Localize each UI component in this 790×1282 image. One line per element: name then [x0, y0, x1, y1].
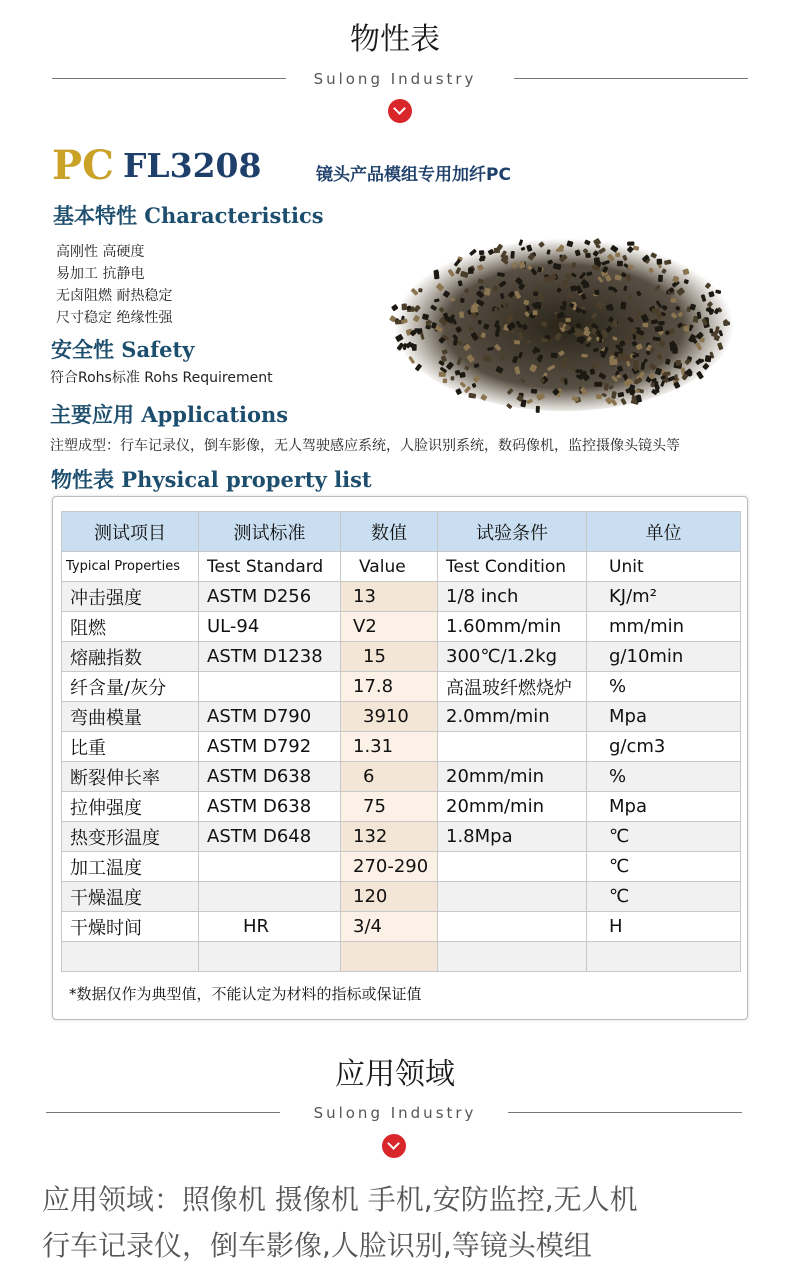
condition-cell: 高温玻纤燃烧炉	[438, 672, 587, 702]
table-row	[62, 672, 741, 702]
pellet	[450, 376, 454, 381]
pellet	[664, 371, 671, 376]
condition-cell: 2.0mm/min	[438, 702, 587, 732]
value-cell: 270-290	[341, 852, 438, 882]
table-row	[62, 642, 741, 672]
product-description: 镜头产品模组专用加纤PC	[316, 165, 511, 185]
pellets-image	[384, 228, 744, 414]
standard-cell: ASTM D1238	[199, 642, 341, 672]
value-cell: 15	[341, 642, 438, 672]
condition-cell: 1/8 inch	[438, 582, 587, 612]
section-title-properties: 物性表	[350, 22, 440, 57]
table-row	[62, 582, 741, 612]
chevron-down-icon	[382, 1134, 406, 1158]
pellet	[450, 298, 455, 302]
unit-cell: %	[587, 762, 741, 792]
pellet	[514, 340, 520, 344]
characteristics-heading: 基本特性 Characteristics	[53, 203, 324, 228]
pellet	[651, 382, 655, 387]
pellet	[479, 250, 484, 255]
pellet	[612, 320, 617, 327]
pellet	[670, 298, 676, 303]
application-fields-line: 行车记录仪，倒车影像,人脸识别,等镜头模组	[42, 1229, 592, 1262]
condition-cell: 1.60mm/min	[438, 612, 587, 642]
property-table	[61, 511, 741, 972]
standard-cell: ASTM D790	[199, 702, 341, 732]
pellet	[705, 355, 712, 362]
unit-cell: g/10min	[587, 642, 741, 672]
unit-cell: Mpa	[587, 702, 741, 732]
value-cell: 120	[341, 882, 438, 912]
standard-cell: ASTM D638	[199, 762, 341, 792]
property-cell: 拉伸强度	[62, 792, 199, 822]
property-list-heading: 物性表 Physical property list	[51, 467, 372, 492]
company-subtitle: Sulong Industry	[313, 70, 477, 88]
unit-cell: mm/min	[587, 612, 741, 642]
value-cell: 13	[341, 582, 438, 612]
pellet	[620, 301, 626, 309]
header-cell: 试验条件	[438, 512, 587, 552]
unit-cell: %	[587, 672, 741, 702]
unit-cell: ℃	[587, 882, 741, 912]
pellet	[594, 257, 601, 265]
standard-cell	[199, 852, 341, 882]
pellet	[634, 317, 639, 320]
characteristic-line: 无卤阻燃 耐热稳定	[56, 288, 173, 304]
condition-cell: 20mm/min	[438, 762, 587, 792]
header-cell-en: Test Standard	[199, 552, 341, 582]
pellet	[637, 310, 642, 317]
table-header-row	[62, 512, 741, 552]
table-row	[62, 612, 741, 642]
table-row	[62, 942, 741, 972]
application-fields-line: 应用领域：照像机 摄像机 手机,安防监控,无人机	[42, 1183, 638, 1216]
pellet	[535, 302, 541, 309]
standard-cell: ASTM D792	[199, 732, 341, 762]
pellet	[609, 359, 617, 365]
pellet	[617, 261, 623, 267]
table-row	[62, 792, 741, 822]
pellet	[683, 326, 689, 332]
property-cell: 热变形温度	[62, 822, 199, 852]
property-cell: 冲击强度	[62, 582, 199, 612]
pellet	[657, 259, 663, 265]
header-cell: 数值	[341, 512, 438, 552]
value-cell: V2	[341, 612, 438, 642]
pellet	[615, 252, 620, 257]
unit-cell: ℃	[587, 852, 741, 882]
unit-cell: g/cm3	[587, 732, 741, 762]
standard-cell	[199, 882, 341, 912]
pellet	[658, 321, 664, 326]
pellet	[634, 379, 639, 384]
pellet	[470, 308, 478, 313]
safety-text: 符合Rohs标准 Rohs Requirement	[50, 370, 273, 386]
table-row	[62, 732, 741, 762]
table-row	[62, 822, 741, 852]
table-row	[62, 852, 741, 882]
pellet	[564, 378, 567, 384]
pellet	[536, 406, 540, 413]
pellet	[608, 286, 613, 290]
company-subtitle: Sulong Industry	[313, 1104, 477, 1122]
pellet	[533, 291, 538, 296]
pellet	[471, 313, 476, 319]
pellet	[596, 394, 602, 399]
standard-cell: ASTM D638	[199, 792, 341, 822]
pellet	[617, 375, 621, 378]
unit-cell: H	[587, 912, 741, 942]
header-cell-en: Typical Properties	[62, 552, 199, 582]
property-cell: 干燥温度	[62, 882, 199, 912]
characteristic-line: 易加工 抗静电	[56, 266, 145, 282]
header-cell: 单位	[587, 512, 741, 552]
value-cell: 6	[341, 762, 438, 792]
safety-heading: 安全性 Safety	[51, 337, 195, 362]
value-cell: 75	[341, 792, 438, 822]
property-cell: 加工温度	[62, 852, 199, 882]
pellet	[642, 323, 648, 328]
pellet	[575, 369, 582, 372]
pellet	[494, 248, 501, 254]
applications-heading: 主要应用 Applications	[50, 402, 289, 427]
value-cell: 132	[341, 822, 438, 852]
pellet	[676, 360, 682, 366]
pellet	[540, 378, 545, 382]
product-code: FL3208	[123, 146, 262, 185]
condition-cell: 20mm/min	[438, 792, 587, 822]
condition-cell	[438, 942, 587, 972]
standard-cell: ASTM D256	[199, 582, 341, 612]
characteristic-line: 尺寸稳定 绝缘性强	[56, 310, 173, 326]
condition-cell: 300℃/1.2kg	[438, 642, 587, 672]
pellet	[541, 338, 548, 342]
characteristic-line: 高刚性 高硬度	[56, 244, 145, 260]
pellet	[551, 353, 558, 359]
property-cell: 弯曲模量	[62, 702, 199, 732]
table-row	[62, 912, 741, 942]
table-row	[62, 762, 741, 792]
pellet	[468, 268, 474, 274]
table-row	[62, 882, 741, 912]
header-cell-en: Value	[341, 552, 438, 582]
pellet	[532, 310, 537, 315]
value-cell	[341, 942, 438, 972]
disclaimer-note: *数据仅作为典型值，不能认定为材料的指标或保证值	[69, 985, 422, 1003]
value-cell: 1.31	[341, 732, 438, 762]
unit-cell: ℃	[587, 822, 741, 852]
pellet	[594, 382, 602, 387]
condition-cell	[438, 852, 587, 882]
pellet	[672, 347, 678, 354]
property-cell	[62, 942, 199, 972]
pellet	[658, 275, 663, 282]
pellet	[418, 288, 423, 293]
pellet	[531, 389, 538, 394]
property-table-panel	[52, 496, 748, 1020]
pellet	[627, 241, 634, 245]
pellet	[599, 335, 603, 343]
property-cell: 断裂伸长率	[62, 762, 199, 792]
condition-cell: 1.8Mpa	[438, 822, 587, 852]
pellet	[478, 320, 482, 325]
pellet	[402, 303, 408, 310]
standard-cell: ASTM D648	[199, 822, 341, 852]
table-row	[62, 702, 741, 732]
unit-cell: Mpa	[587, 792, 741, 822]
chevron-down-icon	[388, 99, 412, 123]
pellet	[594, 290, 599, 295]
pellet	[565, 318, 570, 322]
condition-cell	[438, 732, 587, 762]
pellet	[618, 353, 625, 358]
pellet	[570, 285, 577, 291]
standard-cell	[199, 672, 341, 702]
pellet	[510, 251, 514, 259]
pellet	[581, 354, 588, 358]
header-cell-en: Unit	[587, 552, 741, 582]
value-cell: 3/4	[341, 912, 438, 942]
pellet	[635, 389, 640, 393]
pellet	[709, 328, 712, 333]
header-cell: 测试项目	[62, 512, 199, 552]
material-label: PC	[52, 142, 114, 189]
pellet	[571, 262, 576, 268]
applications-text: 注塑成型：行车记录仪，倒车影像，无人驾驶感应系统，人脸识别系统，数码像机，监控摄像头镜头等	[50, 438, 680, 454]
property-cell: 纤含量/灰分	[62, 672, 199, 702]
standard-cell	[199, 942, 341, 972]
table-header-row-en	[62, 552, 741, 582]
pellet	[426, 320, 431, 324]
unit-cell: KJ/m²	[587, 582, 741, 612]
pellet	[652, 308, 660, 313]
header-cell-en: Test Condition	[438, 552, 587, 582]
property-cell: 阻燃	[62, 612, 199, 642]
pellet	[674, 374, 677, 380]
property-cell: 比重	[62, 732, 199, 762]
value-cell: 17.8	[341, 672, 438, 702]
section-title-applications: 应用领域	[335, 1057, 455, 1092]
pellet	[556, 248, 564, 252]
standard-cell: HR	[199, 912, 341, 942]
condition-cell	[438, 912, 587, 942]
header-cell: 测试标准	[199, 512, 341, 552]
pellet	[412, 344, 417, 351]
standard-cell: UL-94	[199, 612, 341, 642]
pellet	[625, 338, 630, 344]
pellet	[395, 320, 402, 325]
pellet	[443, 378, 447, 383]
unit-cell	[587, 942, 741, 972]
property-cell: 干燥时间	[62, 912, 199, 942]
condition-cell	[438, 882, 587, 912]
property-cell: 熔融指数	[62, 642, 199, 672]
value-cell: 3910	[341, 702, 438, 732]
